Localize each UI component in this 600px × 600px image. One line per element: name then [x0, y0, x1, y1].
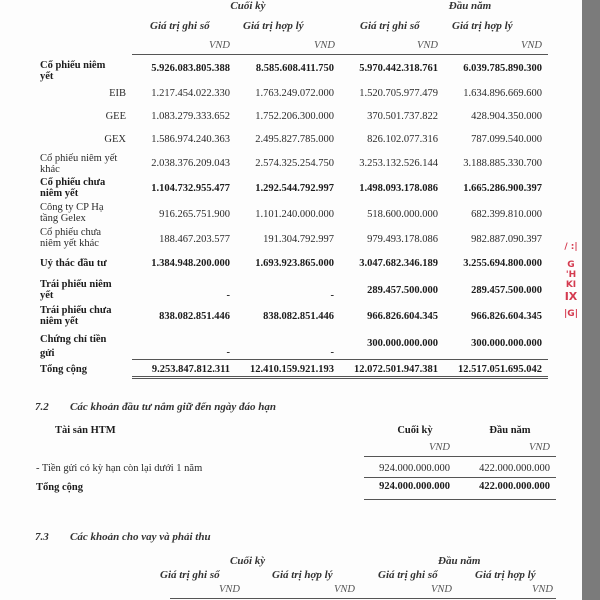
cell: 3.253.132.526.144: [359, 158, 438, 169]
cell: 1.292.544.792.997: [255, 183, 334, 194]
stamp-line: |G|: [564, 309, 578, 319]
cell: 838.082.851.446: [159, 311, 230, 322]
section-73-title: Các khoản cho vay và phải thu: [70, 531, 211, 543]
cell: 1.384.948.200.000: [151, 258, 230, 269]
cell: 2.574.325.254.750: [255, 158, 334, 169]
cell: 188.467.203.577: [159, 234, 230, 245]
cell: 2.495.827.785.000: [255, 134, 334, 145]
section-72-number: 7.2: [35, 401, 49, 413]
total-cell: 12.410.159.921.193: [250, 364, 334, 375]
col-header-book-value-start: Giá trị ghi sổ: [360, 20, 420, 32]
cell: 1.083.279.333.652: [151, 111, 230, 122]
cell: 979.493.178.086: [367, 234, 438, 245]
cell: 191.304.792.997: [263, 234, 334, 245]
htm-header-rule: [364, 456, 556, 457]
row-label-listed-bonds: Trái phiếu niêm yết: [40, 279, 112, 301]
row-label-listed-shares: Cổ phiếu niêm yết: [40, 60, 106, 82]
cell: 8.585.608.411.750: [255, 63, 334, 74]
cell: 289.457.500.000: [367, 285, 438, 296]
unit-end: VND: [429, 442, 450, 453]
htm-assets-label: Tài sản HTM: [55, 425, 116, 436]
row-label-gelex-infrastructure: Công ty CP Hạ tầng Gelex: [40, 202, 104, 224]
total-label: Tổng cộng: [40, 364, 87, 375]
cell: 1.752.206.300.000: [255, 111, 334, 122]
col-header-fair-value-end: Giá trị hợp lý: [243, 20, 304, 32]
cell: 1.693.923.865.000: [255, 258, 334, 269]
viewer-scrollbar[interactable]: [582, 0, 600, 600]
stamp-line: G: [567, 260, 575, 270]
cell: 838.082.851.446: [263, 311, 334, 322]
row-label-eib: EIB: [109, 88, 126, 99]
col-header-start-year: Đầu năm: [489, 425, 531, 436]
term-deposit-end: 924.000.000.000: [379, 463, 450, 474]
stamp-line: KI: [565, 280, 577, 290]
row-label-gex: GEX: [104, 134, 126, 145]
unit-73-col1: VND: [219, 584, 240, 595]
section-73-number: 7.3: [35, 531, 49, 543]
group-header-end-period: Cuối kỳ: [230, 0, 266, 12]
cell: 3.188.885.330.700: [463, 158, 542, 169]
cell: 966.826.604.345: [367, 311, 438, 322]
cell: 518.600.000.000: [367, 209, 438, 220]
row-label-other-unlisted: Cổ phiếu chưa niêm yết khác: [40, 227, 102, 249]
cell: 428.904.350.000: [471, 111, 542, 122]
cell: 1.498.093.178.086: [359, 183, 438, 194]
cell: 370.501.737.822: [367, 111, 438, 122]
cell: 1.520.705.977.479: [359, 88, 438, 99]
row-label-gee: GEE: [105, 111, 126, 122]
section-72-title: Các khoản đầu tư nắm giữ đến ngày đáo hạn: [70, 401, 277, 413]
header-rule-73: [170, 598, 556, 599]
row-label-deposit-certificates: Chứng chỉ tiền gửi: [40, 334, 107, 359]
col-header-book-value-start-73: Giá trị ghi sổ: [378, 569, 438, 581]
cell: -: [330, 290, 334, 301]
unit-start: VND: [529, 442, 550, 453]
cell: 1.763.249.072.000: [255, 88, 334, 99]
htm-total-start: 422.000.000.000: [479, 481, 550, 492]
group-header-end-period-73: Cuối kỳ: [230, 555, 266, 567]
col-header-end-period: Cuối kỳ: [397, 425, 433, 436]
cell: 300.000.000.000: [471, 338, 542, 349]
row-label-other-listed: Cổ phiếu niêm yết khác: [40, 153, 118, 175]
header-rule: [132, 54, 548, 55]
cell: 1.634.896.669.600: [463, 88, 542, 99]
cell: 982.887.090.397: [471, 234, 542, 245]
cell: 826.102.077.316: [367, 134, 438, 145]
cell: 1.586.974.240.363: [151, 134, 230, 145]
cell: 3.047.682.346.189: [359, 258, 438, 269]
cell: 682.399.810.000: [471, 209, 542, 220]
htm-total-label: Tổng cộng: [36, 482, 83, 493]
cell: 787.099.540.000: [471, 134, 542, 145]
cell: 1.101.240.000.000: [255, 209, 334, 220]
cell: 1.104.732.955.477: [151, 183, 230, 194]
unit-73-col2: VND: [334, 584, 355, 595]
unit-col3: VND: [417, 40, 438, 51]
cell: 966.826.604.345: [471, 311, 542, 322]
stamp-line: / :|: [564, 242, 578, 252]
col-header-fair-value-start: Giá trị hợp lý: [452, 20, 513, 32]
col-header-book-value-end: Giá trị ghi sổ: [150, 20, 210, 32]
cell: 5.926.083.805.388: [151, 63, 230, 74]
row-label-unlisted-shares: Cổ phiếu chưa niêm yết: [40, 177, 106, 199]
col-header-fair-value-start-73: Giá trị hợp lý: [475, 569, 536, 581]
cell: -: [226, 290, 230, 301]
htm-total-end: 924.000.000.000: [379, 481, 450, 492]
stamp-line: IX: [564, 290, 578, 303]
unit-col4: VND: [521, 40, 542, 51]
cell: 916.265.751.900: [159, 209, 230, 220]
unit-73-col4: VND: [532, 584, 553, 595]
cell: 6.039.785.890.300: [463, 63, 542, 74]
cell: 300.000.000.000: [367, 338, 438, 349]
col-header-book-value-end-73: Giá trị ghi sổ: [160, 569, 220, 581]
htm-bottom-rule: [364, 499, 556, 500]
cell: -: [226, 347, 230, 358]
cell: 1.665.286.900.397: [463, 183, 542, 194]
row-label-unlisted-bonds: Trái phiếu chưa niêm yết: [40, 305, 112, 327]
total-cell: 12.072.501.947.381: [354, 364, 438, 375]
unit-col1: VND: [209, 40, 230, 51]
stamp-fragment: [564, 242, 578, 319]
term-deposit-label: - Tiền gửi có kỳ hạn còn lại dưới 1 năm: [36, 463, 203, 474]
col-header-fair-value-end-73: Giá trị hợp lý: [272, 569, 333, 581]
htm-total-rule: [364, 477, 556, 478]
total-cell: 9.253.847.812.311: [151, 364, 230, 375]
cell: 289.457.500.000: [471, 285, 542, 296]
cell: 2.038.376.209.043: [151, 158, 230, 169]
cell: 3.255.694.800.000: [463, 258, 542, 269]
stamp-line: 'H: [565, 270, 577, 280]
unit-col2: VND: [314, 40, 335, 51]
total-top-rule: [132, 359, 548, 360]
row-label-investment-trust: Uỷ thác đầu tư: [40, 258, 107, 269]
cell: 5.970.442.318.761: [359, 63, 438, 74]
group-header-start-year: Đầu năm: [448, 0, 492, 12]
cell: -: [330, 347, 334, 358]
term-deposit-start: 422.000.000.000: [479, 463, 550, 474]
unit-73-col3: VND: [431, 584, 452, 595]
total-cell: 12.517.051.695.042: [458, 364, 542, 375]
cell: 1.217.454.022.330: [151, 88, 230, 99]
group-header-start-year-73: Đầu năm: [438, 555, 481, 567]
total-double-rule: [132, 376, 548, 379]
